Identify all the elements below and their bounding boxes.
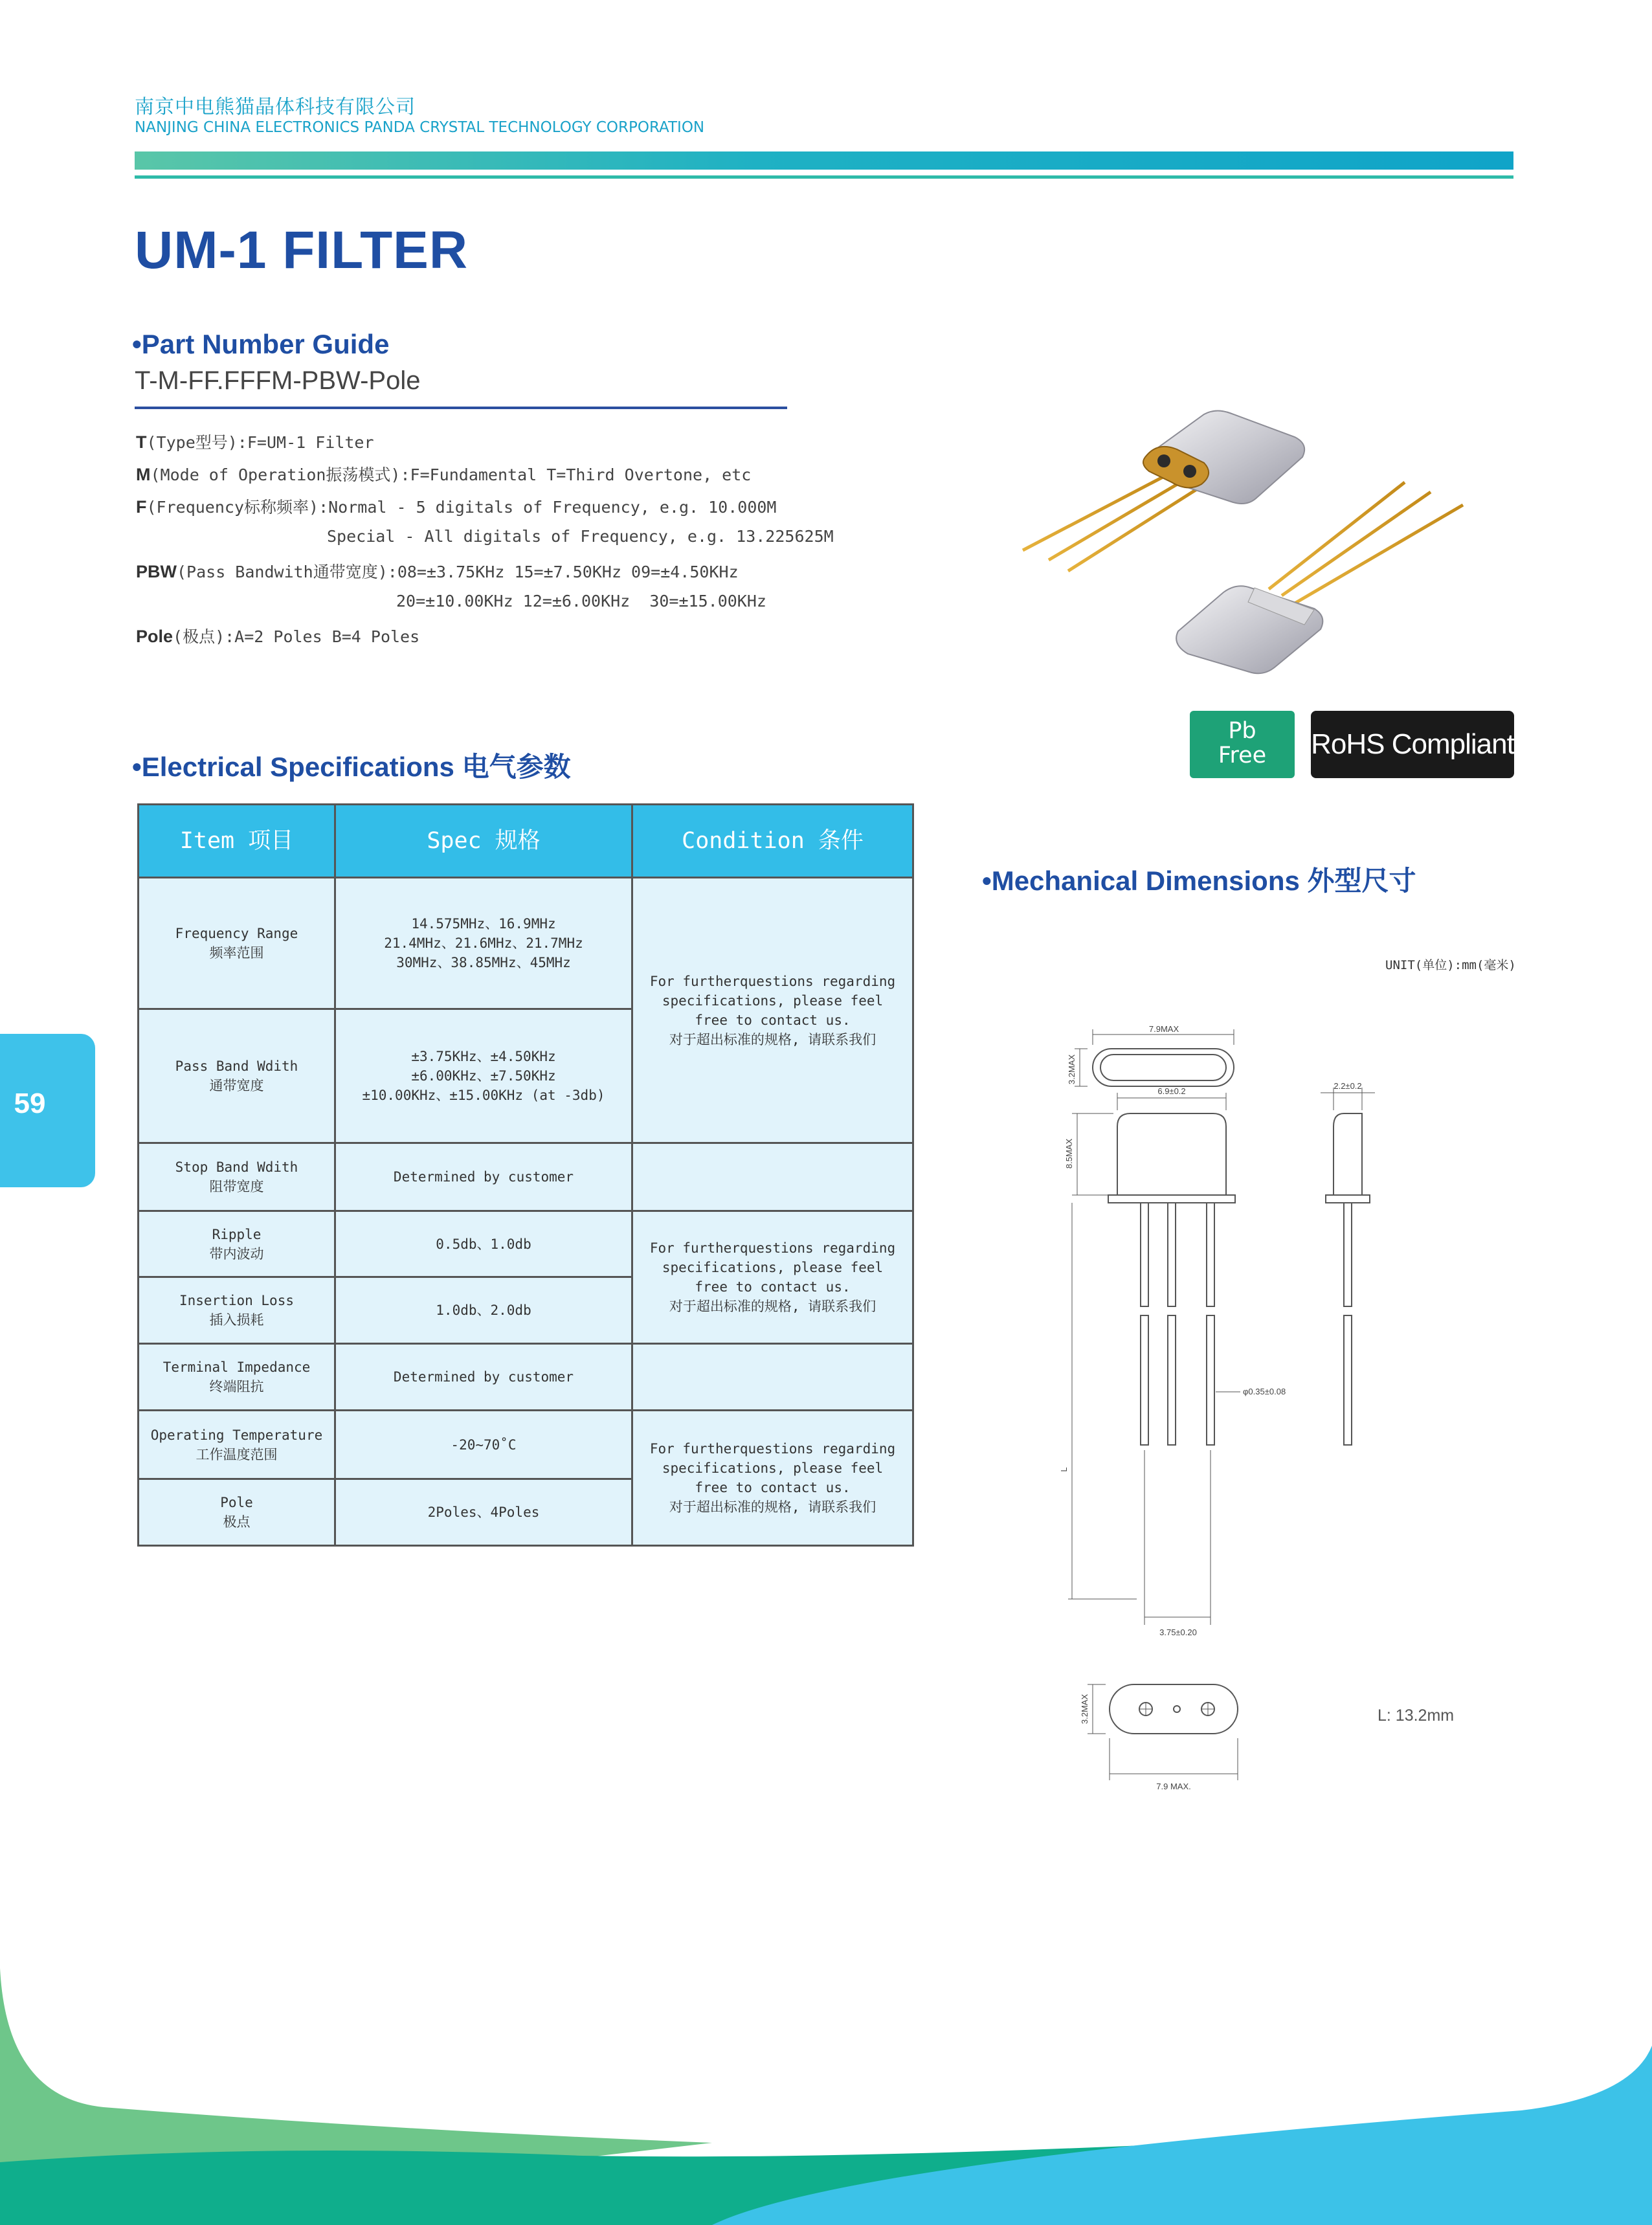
front-view-body — [1117, 1113, 1226, 1195]
footer-wave — [0, 1968, 1652, 2225]
mechanical-dimensions-heading: •Mechanical Dimensions 外型尺寸 — [982, 866, 1416, 896]
spec-line: ±3.75KHz、±4.50KHz — [411, 1049, 556, 1064]
dim-top-width: 7.9MAX — [1148, 1024, 1179, 1034]
electrical-spec-table — [137, 803, 914, 1547]
page-title: UM-1 FILTER — [135, 221, 469, 280]
dim-pin-pitch: 3.75±0.20 — [1159, 1627, 1197, 1637]
unit-label: UNIT(单位):mm(毫米) — [1385, 958, 1516, 972]
item-en: Operating Temperature — [150, 1427, 323, 1443]
company-name-cn: 南京中电熊猫晶体科技有限公司 — [135, 96, 416, 118]
condition-line: For furtherquestions regarding — [649, 1441, 896, 1457]
guide-key: F — [136, 497, 147, 517]
condition-line: 对于超出标准的规格, 请联系我们 — [669, 1299, 876, 1314]
guide-text: (Pass Bandwith通带宽度):08=±3.75KHz 15=±7.50KHz 09=±4.50KHz — [177, 563, 739, 581]
spec-cell: Determined by customer — [335, 1143, 632, 1211]
dim-bottom-width: 7.9 MAX. — [1156, 1782, 1191, 1791]
spec-cell: 1.0db、2.0db — [335, 1277, 632, 1344]
table-row — [139, 1344, 913, 1411]
table-header-row — [139, 805, 913, 878]
part-number-code: T-M-FF.FFFM-PBW-Pole — [135, 366, 421, 395]
spec-line: 14.575MHz、16.9MHz — [411, 916, 556, 932]
condition-line: free to contact us. — [695, 1012, 851, 1028]
item-en: Insertion Loss — [179, 1293, 294, 1308]
item-cn: 频率范围 — [209, 945, 264, 961]
item-en: Terminal Impedance — [162, 1359, 311, 1375]
mechanical-drawing — [1049, 1016, 1463, 1806]
guide-text: (Frequency标称频率):Normal - 5 digitals of Frequency, e.g. 10.000M — [146, 498, 777, 517]
guide-line-frequency — [136, 495, 776, 518]
spec-cell — [335, 878, 632, 1009]
item-en: Ripple — [212, 1226, 262, 1242]
condition-cell — [632, 878, 913, 1143]
dim-bottom-height: 3.2MAX — [1080, 1694, 1089, 1725]
item-cell — [139, 1143, 335, 1211]
pin — [1168, 1203, 1176, 1306]
guide-key: PBW — [136, 562, 177, 581]
condition-line: For furtherquestions regarding — [649, 1240, 896, 1256]
item-cell — [139, 1479, 335, 1546]
condition-line: 对于超出标准的规格, 请联系我们 — [669, 1499, 876, 1515]
spec-cell: -20~70˚C — [335, 1411, 632, 1479]
item-cn: 终端阻抗 — [209, 1379, 264, 1394]
guide-line-frequency-special — [327, 527, 834, 546]
guide-line-type — [136, 430, 374, 453]
condition-cell — [632, 1411, 913, 1546]
item-cn: 插入损耗 — [209, 1312, 264, 1328]
spec-cell: Determined by customer — [335, 1344, 632, 1411]
dim-pin-diameter: φ0.35±0.08 — [1243, 1387, 1286, 1396]
dim-top-height: 3.2MAX — [1067, 1054, 1077, 1085]
item-cn: 带内波动 — [209, 1246, 264, 1262]
item-en: Stop Band Wdith — [175, 1159, 298, 1175]
item-cn: 工作温度范围 — [195, 1446, 278, 1462]
product-photo — [1010, 401, 1476, 686]
item-en: Pole — [220, 1495, 253, 1510]
condition-cell-empty — [632, 1143, 913, 1211]
guide-line-pbw-continued — [396, 592, 766, 610]
header-divider — [135, 175, 1513, 179]
guide-text: (Type型号):F=UM-1 Filter — [146, 433, 374, 452]
spec-line: ±6.00KHz、±7.50KHz — [411, 1068, 556, 1084]
condition-line: free to contact us. — [695, 1279, 851, 1295]
pb-badge-line2: Free — [1218, 743, 1267, 768]
item-cell — [139, 1344, 335, 1411]
condition-line: free to contact us. — [695, 1480, 851, 1495]
item-cell — [139, 1009, 335, 1143]
table-row — [139, 1411, 913, 1479]
guide-key: Pole — [136, 627, 173, 646]
page-number: 59 — [14, 1088, 46, 1119]
item-cn: 极点 — [223, 1514, 251, 1530]
condition-cell-empty — [632, 1344, 913, 1411]
length-value: L: 13.2mm — [1378, 1706, 1455, 1725]
guide-text: (Mode of Operation振荡模式):F=Fundamental T=Third Overtone, etc — [150, 465, 752, 484]
table-row — [139, 1143, 913, 1211]
header-gradient-bar — [135, 151, 1513, 170]
dim-body-height: 8.5MAX — [1064, 1138, 1074, 1169]
condition-line: specifications, please feel — [662, 1460, 884, 1476]
rohs-compliant-badge: RoHS Compliant — [1311, 711, 1514, 778]
column-header-condition: Condition 条件 — [632, 805, 913, 878]
condition-line: specifications, please feel — [662, 992, 884, 1009]
column-header-spec: Spec 规格 — [335, 805, 632, 878]
item-cn: 阻带宽度 — [209, 1179, 264, 1194]
electrical-specs-heading: •Electrical Specifications 电气参数 — [132, 752, 571, 782]
company-name-en: NANJING CHINA ELECTRONICS PANDA CRYSTAL TECHNOLOGY CORPORATION — [135, 119, 705, 136]
pb-badge-line1: Pb — [1228, 718, 1256, 744]
condition-cell — [632, 1211, 913, 1344]
guide-text: (极点):A=2 Poles B=4 Poles — [173, 627, 420, 646]
dim-side-width: 2.2±0.2 — [1334, 1081, 1362, 1091]
item-cell — [139, 1211, 335, 1277]
spec-line: 30MHz、38.85MHz、45MHz — [396, 955, 571, 970]
item-en: Pass Band Wdith — [175, 1058, 298, 1074]
pin — [1141, 1203, 1148, 1306]
column-header-item: Item 项目 — [139, 805, 335, 878]
condition-line: specifications, please feel — [662, 1260, 884, 1275]
spec-line: ±10.00KHz、±15.00KHz (at -3db) — [362, 1088, 605, 1103]
spec-cell: 0.5db、1.0db — [335, 1211, 632, 1277]
pin — [1207, 1203, 1214, 1306]
guide-line-pole — [136, 624, 419, 647]
guide-text: Special - All digitals of Frequency, e.g. 13.225625M — [327, 527, 834, 546]
item-cn: 通带宽度 — [209, 1078, 264, 1093]
guide-text: 20=±10.00KHz 12=±6.00KHz 30=±15.00KHz — [396, 592, 766, 610]
item-cell — [139, 878, 335, 1009]
item-en: Frequency Range — [175, 926, 298, 941]
guide-key: T — [136, 432, 147, 452]
spec-line: 21.4MHz、21.6MHz、21.7MHz — [384, 935, 583, 951]
item-cell — [139, 1411, 335, 1479]
item-cell — [139, 1277, 335, 1344]
table-row — [139, 1211, 913, 1277]
side-view-body — [1334, 1113, 1362, 1195]
condition-line: For furtherquestions regarding — [649, 973, 896, 989]
guide-key: M — [136, 465, 151, 484]
part-number-underline — [135, 407, 787, 409]
spec-cell — [335, 1009, 632, 1143]
dim-body-width: 6.9±0.2 — [1157, 1086, 1186, 1096]
guide-line-mode — [136, 462, 751, 486]
table-row — [139, 878, 913, 1009]
spec-cell: 2Poles、4Poles — [335, 1479, 632, 1546]
part-number-guide-heading: •Part Number Guide — [132, 329, 390, 359]
guide-line-pbw — [136, 559, 739, 583]
pb-free-badge — [1190, 711, 1295, 778]
condition-line: 对于超出标准的规格, 请联系我们 — [669, 1031, 876, 1047]
dim-length: L — [1059, 1467, 1069, 1472]
